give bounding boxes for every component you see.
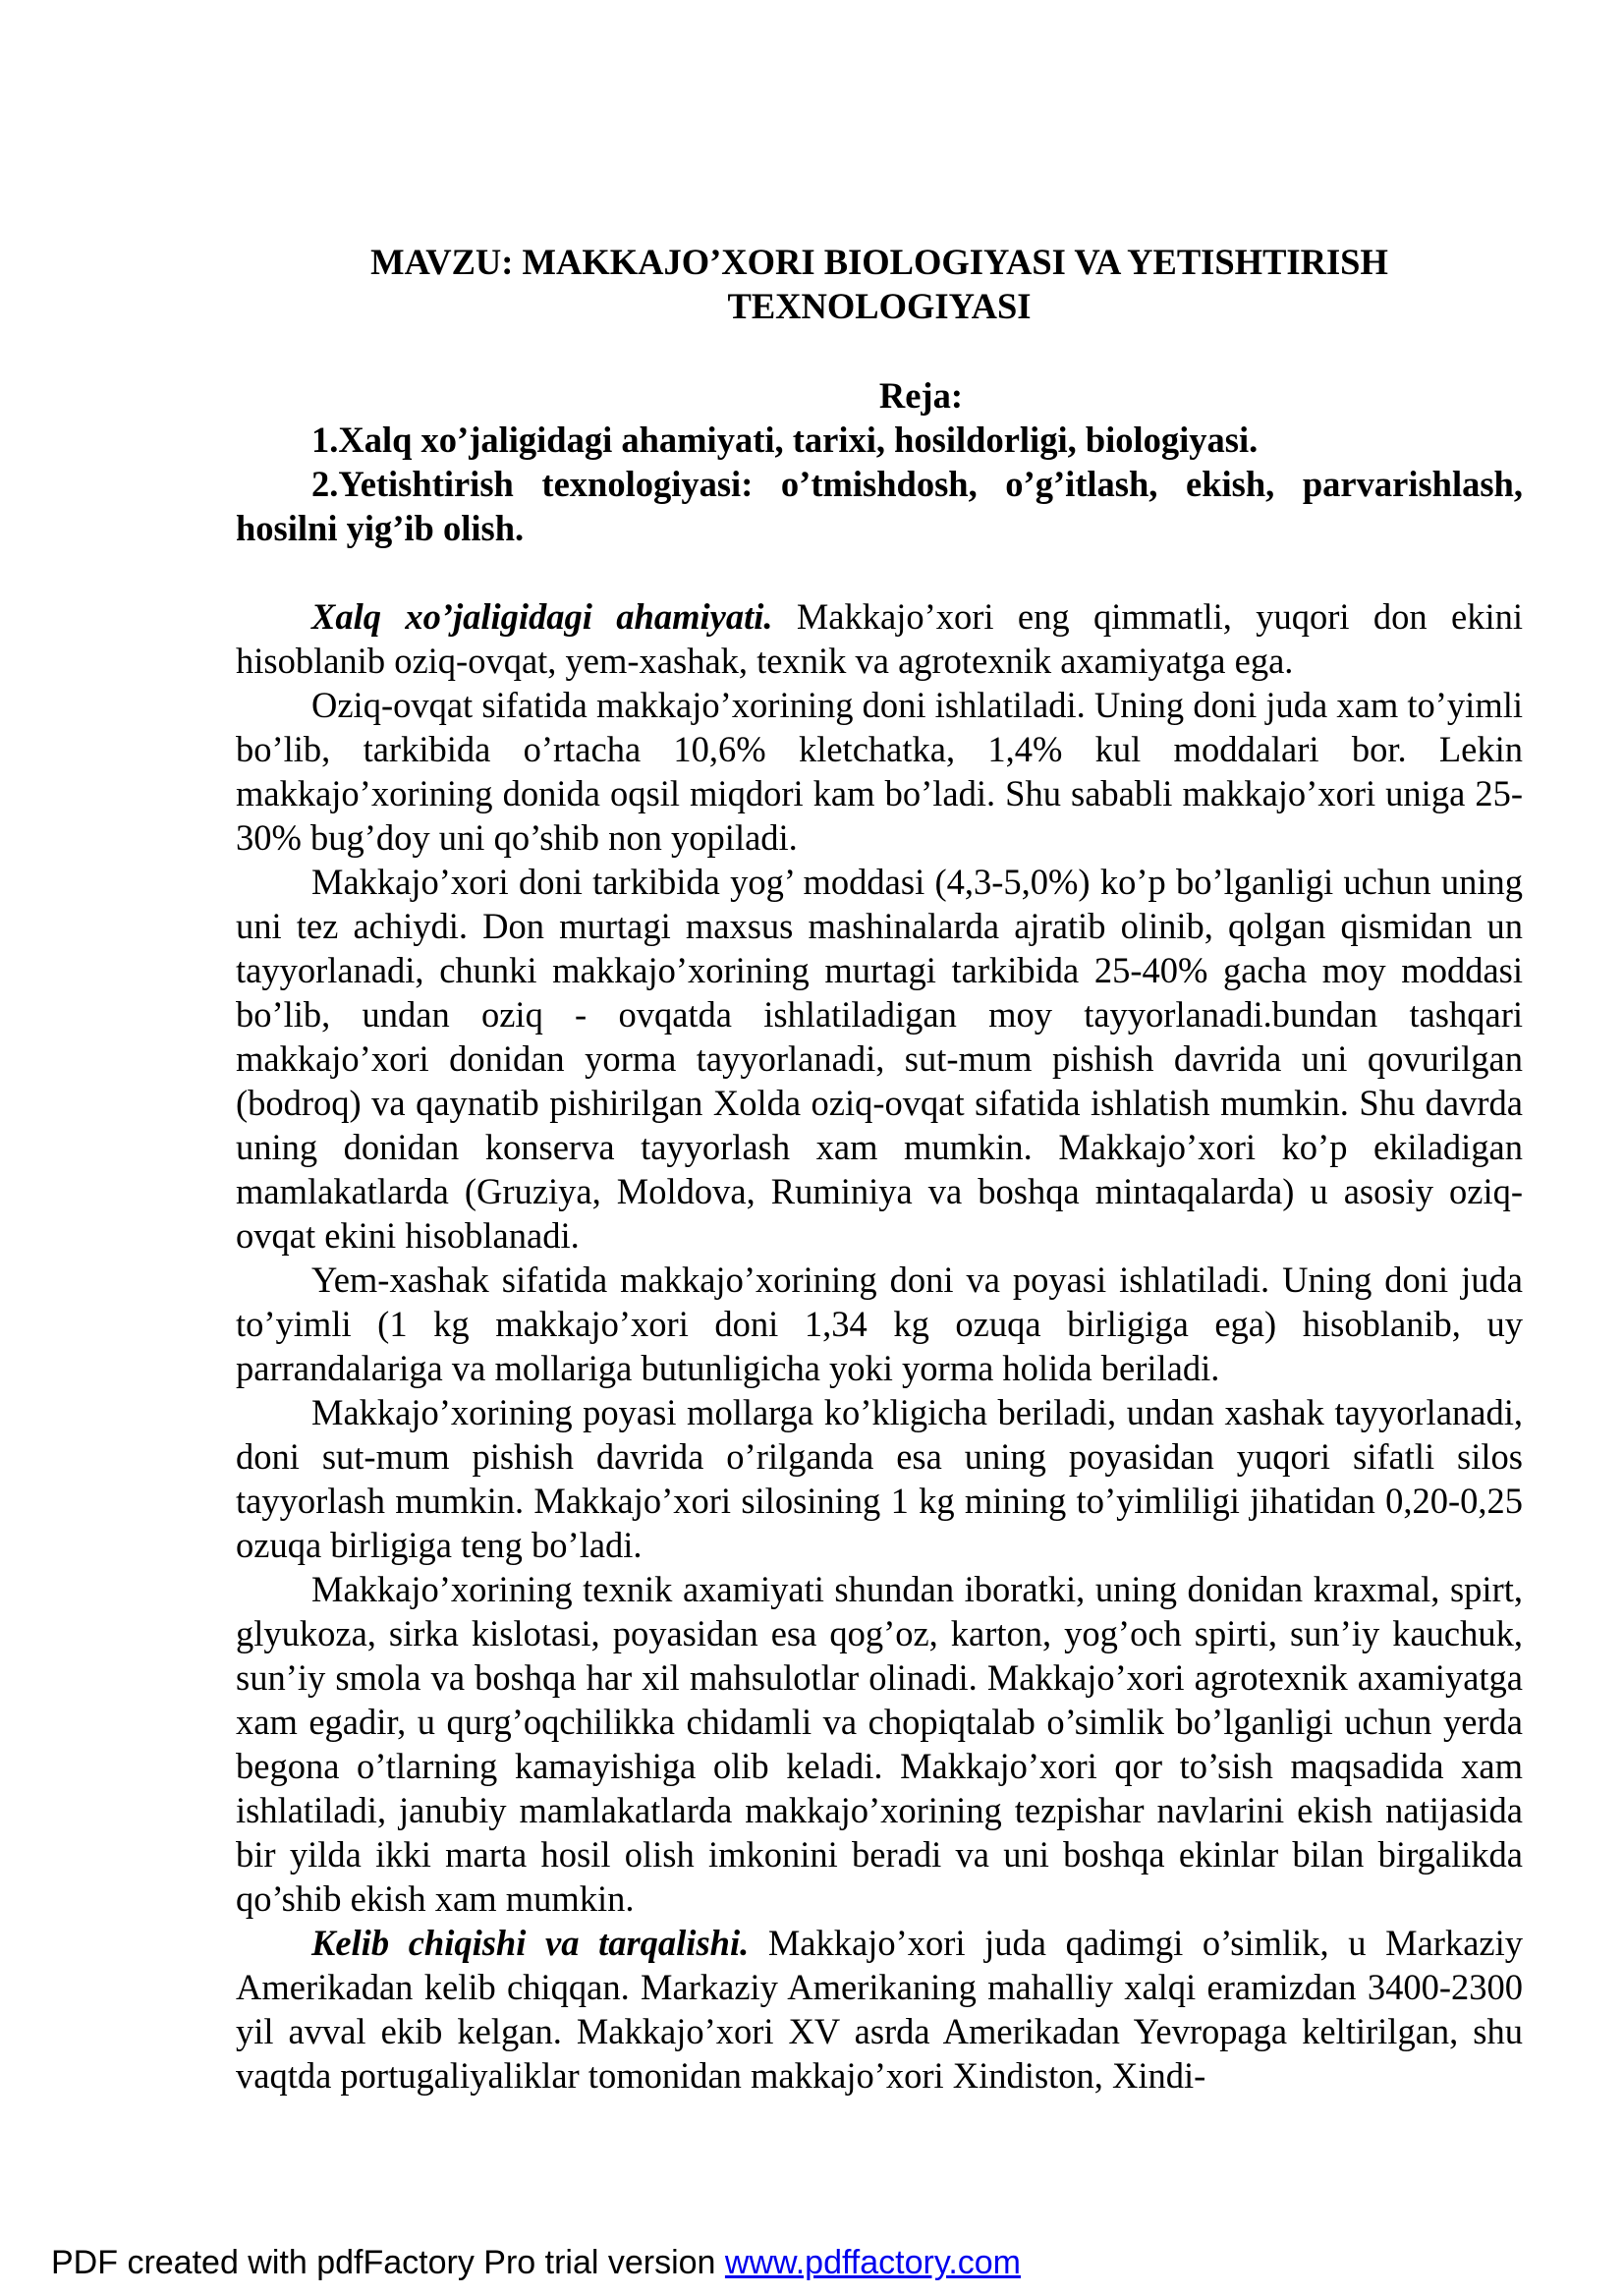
- footer-link[interactable]: www.pdffactory.com: [724, 2244, 1021, 2281]
- paragraph-origin: [236, 1921, 1523, 2098]
- plan-item-1: 1.Xalq xo’jaligidagi ahamiyati, tarixi, hosildorligi, biologiyasi.: [311, 420, 1259, 460]
- paragraph-text: Makkajo’xori juda qadimgi o’simlik, u Markaziy Amerikadan kelib chiqqan. Markaziy Amerikaning mahalliy xalqi eramizdan 3400-2300 yil avval ekib kelgan. Makkajo’xori XV asrda Amerikadan Yevropaga keltirilgan, shu vaqtda portugaliyaliklar tomonidan makkajo’xori Xindiston, Xindi-: [236, 1923, 1523, 2096]
- plan-heading: Reja:: [878, 375, 963, 416]
- paragraph-oil-content: Makkajo’xori doni tarkibida yog’ moddasi (4,3-5,0%) ko’p bo’lganligi uchun uning uni tez achiydi. Don murtagi maxsus mashinalarda ajratib olinib, qolgan qismidan un tayyorlanadi, chunki makkajo’xorining murtagi tarkibida 25-40% gacha moy moddasi bo’lib, undan oziq - ovqatda ishlatiladigan moy tayyorlanadi.bundan tashqari makkajo’xori donidan yorma tayyorlanadi, sut-mum pishish davrida uni qovurilgan (bodroq) va qaynatib pishirilgan Xolda oziq-ovqat sifatida ishlatish mumkin. Shu davrda uning donidan konserva tayyorlash xam mumkin. Makkajo’xori ko’p ekiladigan mamlakatlarda (Gruziya, Moldova, Ruminiya va boshqa mintaqalarda) u asosiy oziq-ovqat ekini hisoblanadi.: [236, 862, 1523, 1256]
- pdf-footer: [51, 2243, 1021, 2282]
- plan-item-2: 2.Yetishtirish texnologiyasi: o’tmishdosh, o’g’itlash, ekish, parvarishlash, hosilni yig’ib olish.: [236, 464, 1523, 548]
- paragraph-text: Makkajo’xori eng qimmatli, yuqori don ekini hisoblanib oziq-ovqat, yem-xashak, texnik va agrotexnik axamiyatga ega.: [236, 596, 1523, 681]
- document-body: [236, 373, 1523, 2098]
- paragraph-silage: Makkajo’xorining poyasi mollarga ko’kligicha beriladi, undan xashak tayyorlanadi, doni sut-mum pishish davrida o’rilganda esa uning poyasidan yuqori sifatli silos tayyorlash mumkin. Makkajo’xori silosining 1 kg mining to’yimliligi jihatidan 0,20-0,25 ozuqa birligiga teng bo’ladi.: [236, 1392, 1523, 1565]
- paragraph-technical-use: Makkajo’xorining texnik axamiyati shundan iboratki, uning donidan kraxmal, spirt, glyukoza, sirka kislotasi, poyasidan esa qog’oz, karton, yog’och spirti, sun’iy kauchuk, sun’iy smola va boshqa har xil mahsulotlar olinadi. Makkajo’xori agrotexnik axamiyatga xam egadir, u qurg’oqchilikka chidamli va chopiqtalab o’simlik bo’lganligi uchun yerda begona o’tlarning kamayishiga olib keladi. Makkajo’xori qor to’sish maqsadida xam ishlatiladi, janubiy mamlakatlarda makkajo’xorining tezpishar navlarini ekish natijasida bir yilda ikki marta hosil olish imkonini beradi va uni boshqa ekinlar bilan birgalikda qo’shib ekish xam mumkin.: [236, 1569, 1523, 1919]
- footer-text: PDF created with pdfFactory Pro trial version: [51, 2244, 725, 2281]
- paragraph-feed-use: Yem-xashak sifatida makkajo’xorining doni va poyasi ishlatiladi. Uning doni juda to’yimli (1 kg makkajo’xori doni 1,34 kg ozuqa birligiga ega) hisoblanib, uy parrandalariga va mollariga butunligicha yoki yorma holida beriladi.: [236, 1260, 1523, 1388]
- paragraph-importance: [236, 594, 1523, 683]
- paragraph-food-use: Oziq-ovqat sifatida makkajo’xorining doni ishlatiladi. Uning doni juda xam to’yimli bo’lib, tarkibida o’rtacha 10,6% kletchatka, 1,4% kul moddalari bor. Lekin makkajo’xorining donida oqsil miqdori kam bo’ladi. Shu sababli makkajo’xori uniga 25-30% bug’doy uni qo’shib non yopiladi.: [236, 685, 1523, 858]
- run-in-heading: Xalq xo’jaligidagi ahamiyati.: [311, 596, 773, 637]
- run-in-heading: Kelib chiqishi va tarqalishi.: [311, 1923, 750, 1963]
- document-title: MAVZU: MAKKAJO’XORI BIOLOGIYASI VA YETISHTIRISH TEXNOLOGIYASI: [370, 242, 1388, 326]
